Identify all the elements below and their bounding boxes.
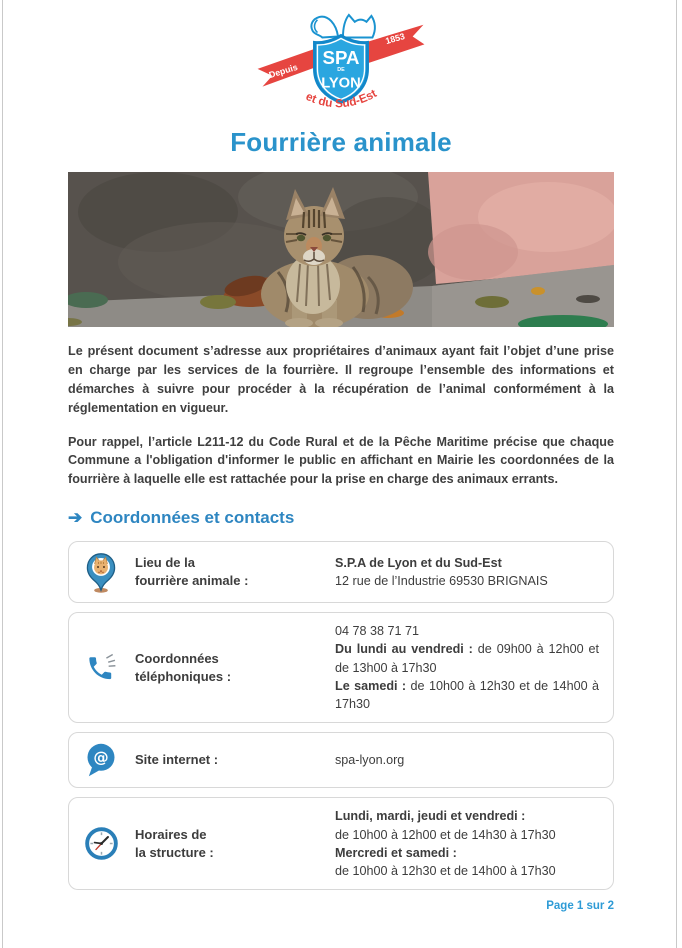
spa-lyon-logo xyxy=(68,12,614,123)
page-title: Fourrière animale xyxy=(230,127,452,157)
ribbon-right xyxy=(368,25,424,63)
shield-text-lyon: LYON xyxy=(321,75,361,92)
spa-lyon-logo-icon xyxy=(249,12,433,118)
cat-location-pin-icon xyxy=(81,552,121,593)
shield-text-spa: SPA xyxy=(322,47,360,69)
page-number: Page 1 sur 2 xyxy=(546,900,614,913)
logo-tagline: et du Sud-Est xyxy=(303,87,379,111)
shield-text-de: DE xyxy=(337,66,345,73)
ribbon-left-text: Depuis xyxy=(267,61,299,81)
at-bubble-icon xyxy=(81,742,121,778)
dog-head-icon xyxy=(311,17,338,38)
svg-text:@: @ xyxy=(93,749,109,768)
card-phone xyxy=(68,612,614,723)
card-phone-label: Coordonnées téléphoniques : xyxy=(135,650,232,684)
card-location xyxy=(68,541,614,603)
phone-icon xyxy=(81,650,121,686)
section-heading-label: Coordonnées et contacts xyxy=(90,508,295,528)
clock-icon xyxy=(81,825,121,862)
card-location-value: S.P.A de Lyon et du Sud-Est 12 rue de l’Industrie 69530 BRIGNAIS xyxy=(335,555,548,589)
card-hours-label: Horaires de la structure : xyxy=(135,826,214,860)
section-heading-contacts xyxy=(68,508,614,528)
intro-paragraph-2: Pour rappel, l’article L211-12 du Code Rural et de la Pêche Maritime précise que chaque Commune a l'obligation d'informer le public en affichant en Mairie les coordonnées de la fourrière à laquelle elle est rattachée pour la prise en charge des animaux errants. xyxy=(68,434,614,487)
card-website-value: spa-lyon.org xyxy=(335,753,405,768)
card-website xyxy=(68,732,614,788)
card-website-label: Site internet : xyxy=(135,752,219,768)
cat-head-icon xyxy=(343,15,375,38)
stray-cat-photo xyxy=(68,172,614,327)
card-phone-value: 04 78 38 71 71 Du lundi au vendredi : de 09h00 à 12h00 et de 13h00 à 17h30 Le samedi : de 10h00 à 12h30 et de 14h00 à 17h30 xyxy=(335,624,599,712)
card-hours xyxy=(68,797,614,890)
cat-photo-illustration xyxy=(68,172,614,327)
intro-paragraph-1: Le présent document s’adresse aux propriétaires d’animaux ayant fait l’objet d’une prise en charge par les services de la fourrière. Il regroupe l’ensemble des informations et démarches à suivre pour procéder à la récupération de l’animal conformément à la réglementation en vigueur. xyxy=(68,344,614,415)
card-location-label: Lieu de la fourrière animale : xyxy=(135,555,249,589)
page-edge-right xyxy=(676,0,677,948)
card-hours-value: Lundi, mardi, jeudi et vendredi : de 10h00 à 12h00 et de 14h30 à 17h30 Mercredi et samedi : de 10h00 à 12h30 et de 14h00 à 17h30 xyxy=(335,809,556,879)
ribbon-right-text: 1853 xyxy=(384,31,406,47)
arrow-right-icon: ➔ xyxy=(68,508,83,528)
page-edge-left xyxy=(2,0,3,948)
